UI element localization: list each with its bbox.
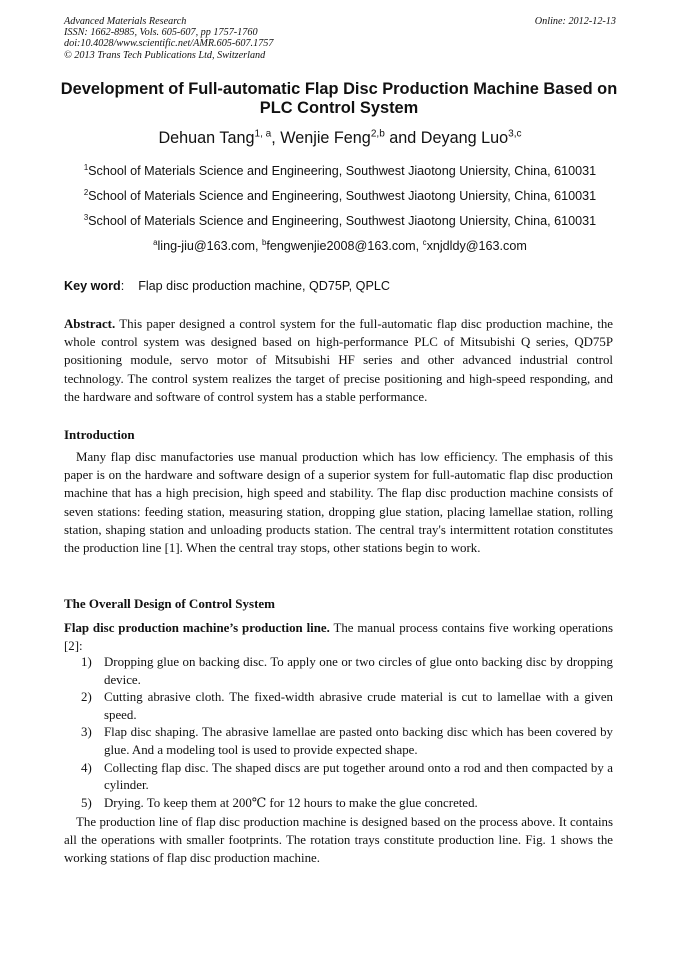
email-mark: c <box>422 237 427 247</box>
email-address: ling-jiu@163.com <box>157 239 255 253</box>
author-affiliation-mark: 2,b <box>370 128 385 140</box>
author-name: Wenjie Feng <box>280 129 371 147</box>
keywords-value: Flap disc production machine, QD75P, QPLC <box>138 279 390 293</box>
author-name: Dehuan Tang <box>158 129 255 147</box>
list-item-number: 3) <box>81 725 92 740</box>
keywords-label: Key word <box>64 279 121 293</box>
abstract-text: This paper designed a control system for the full-automatic flap disc production machine, the whole control system was designed based on high-performance PLC of Mitsubishi Q series, QD75P positioning module, servo motor of Mitsubishi HF series and other advanced industrial control technology. The control system realizes the target of precise positioning and high-speed responding, and the hardware and software of control system has a stable performance. <box>64 317 614 404</box>
author-separator: , <box>271 129 281 147</box>
journal-name: Advanced Materials Research <box>64 16 187 27</box>
affiliation-text: School of Materials Science and Engineering, Southwest Jiaotong Uniersity, China, 610031 <box>88 164 597 178</box>
list-item-number: 1) <box>81 655 92 669</box>
author-affiliation-mark: 3,c <box>508 128 522 140</box>
email-address: xnjdldy@163.com <box>426 239 527 253</box>
list-item <box>64 795 613 813</box>
introduction-paragraph: Many flap disc manufactories use manual production which has low efficiency. The emphasis of this paper is on the hardware and software design of a superior system for full-automatic flap disc production machine that has a high precision, high speed and stability. The flap disc production machine consists of seven stations: feeding station, measuring station, dropping glue station, placing lamellae station, rolling station, shaping station and unloading products station. The central tray's intermittent rotation constitutes the production line [1]. When the central tray stops, other stations begin to work. <box>64 450 613 556</box>
list-item-text: Drying. To keep them at 200℃ for 12 hours to make the glue concreted. <box>104 795 478 810</box>
doi-line: doi:10.4028/www.scientific.net/AMR.605-607.1757 <box>64 38 274 50</box>
affiliation-mark: 2 <box>83 187 89 197</box>
issn-line: ISSN: 1662-8985, Vols. 605-607, pp 1757-1760 <box>64 27 258 39</box>
affiliation-2 <box>64 189 616 204</box>
abstract <box>64 315 613 406</box>
affiliation-3 <box>64 214 616 229</box>
affiliation-1 <box>64 164 616 179</box>
keywords <box>64 279 616 294</box>
email-address: fengwenjie2008@163.com <box>266 239 416 253</box>
list-item <box>64 760 613 795</box>
online-date: Online: 2012-12-13 <box>534 16 616 27</box>
copyright-line: © 2013 Trans Tech Publications Ltd, Switzerland <box>64 49 266 61</box>
author-name: Deyang Luo <box>420 129 509 147</box>
paper-title: Development of Full-automatic Flap Disc Production Machine Based on PLC Control System <box>60 80 618 117</box>
email-mark: b <box>261 237 267 247</box>
journal-header <box>64 16 616 61</box>
affiliation-mark: 3 <box>83 212 89 222</box>
author-list <box>64 128 616 148</box>
overall-design-heading: The Overall Design of Control System <box>64 596 275 611</box>
keywords-colon: : <box>120 279 125 293</box>
author-affiliation-mark: 1, a <box>254 128 272 140</box>
list-item-number: 4) <box>81 760 92 775</box>
abstract-label: Abstract. <box>64 317 116 331</box>
production-line-subheading: Flap disc production machine’s production line. <box>64 621 330 635</box>
affiliation-text: School of Materials Science and Engineering, Southwest Jiaotong Uniersity, China, 610031 <box>88 214 597 228</box>
list-item-number: 5) <box>81 795 92 810</box>
closing-paragraph: The production line of flap disc production machine is designed based on the process above. It contains all the operations with smaller footprints. The rotation trays constitute production line. Fig. 1 shows the working stations of flap disc production machine. <box>64 815 613 866</box>
list-item <box>64 654 613 689</box>
email-mark: a <box>153 237 158 247</box>
list-item <box>64 724 613 759</box>
email-separator: , <box>415 239 423 253</box>
affiliation-text: School of Materials Science and Engineering, Southwest Jiaotong Uniersity, China, 610031 <box>88 189 597 203</box>
list-item-text: Cutting abrasive cloth. The fixed-width abrasive crude material is cut to lamellae with a given speed. <box>104 690 613 722</box>
list-item <box>64 689 613 724</box>
production-line-intro: The manual process contains five working operations [2]: <box>64 621 613 654</box>
list-item-text: Collecting flap disc. The shaped discs are put together around onto a rod and then compacted by a cylinder. <box>104 760 613 793</box>
author-separator: and <box>384 129 421 147</box>
operation-list <box>64 654 613 812</box>
introduction-heading: Introduction <box>64 427 135 442</box>
list-item-text: Flap disc shaping. The abrasive lamellae are pasted onto backing disc which has been covered by glue. And a modeling tool is used to provide expected shape. <box>104 725 613 757</box>
list-item-text: Dropping glue on backing disc. To apply one or two circles of glue onto backing disc by dropping device. <box>104 655 613 687</box>
list-item-number: 2) <box>81 690 92 705</box>
affiliation-mark: 1 <box>83 162 89 172</box>
production-line-paragraph <box>64 619 613 655</box>
email-separator: , <box>254 239 262 253</box>
email-list <box>64 239 616 254</box>
